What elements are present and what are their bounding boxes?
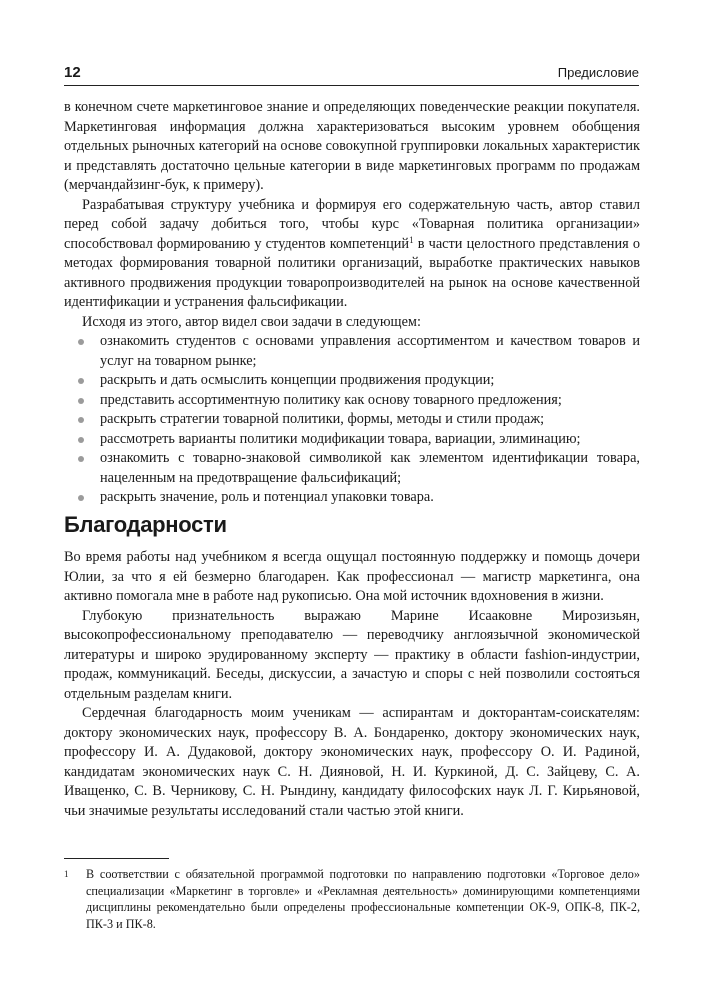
page-header <box>64 64 639 86</box>
task-list <box>64 332 640 508</box>
footnote <box>64 866 640 932</box>
list-item <box>64 488 640 508</box>
bullet-dot-icon <box>78 495 84 501</box>
list-item <box>64 371 640 391</box>
intro-paragraph-2-start: Разрабатывая структуру учебника и формируя его содержательную часть, автор ставил перед собой задачу добиться того, чтобы курс «Товарная политика организации» способствовал формированию у студентов компетенций <box>64 196 640 252</box>
footnote-text: В соответствии с обязательной программой подготовки по направлению подготовки «Торговое дело» специализации «Маркетинг в торговле» и «Рекламная деятельность» доминирующими компетенциями дисциплины рекомендательно были определены профессиональные компетенции ОК-9, ОПК-8, ПК-2, ПК-3 и ПК-8. <box>86 867 640 931</box>
list-item <box>64 391 640 411</box>
section-heading: Благодарности <box>64 512 227 537</box>
bullet-dot-icon <box>78 378 84 384</box>
bullet-dot-icon <box>78 398 84 404</box>
acknowledgements-paragraph-2: Глубокую признательность выражаю Марине Исааковне Мирозизьян, высокопрофессиональному преподавателю — переводчику англоязычной экономической литературы и широко эрудированному эксперту — практику в области fashion-индустрии, продаж, коммуникаций. Беседы, дискуссии, а зачастую и споры с ней позволили состояться отдельным разделам книги. <box>64 607 640 702</box>
list-item-text: раскрыть и дать осмыслить концепции продвижения продукции; <box>100 372 495 388</box>
intro-section <box>64 98 640 508</box>
acknowledgements-section <box>64 548 640 821</box>
list-item-text: раскрыть значение, роль и потенциал упаковки товара. <box>100 489 434 505</box>
bullet-dot-icon <box>78 417 84 423</box>
list-item-text: ознакомить студентов с основами управления ассортиментом и качеством товаров и услуг на товарном рынке; <box>100 333 640 369</box>
bullet-dot-icon <box>78 339 84 345</box>
intro-paragraph-1: в конечном счете маркетинговое знание и определяющих поведенческие реакции покупателя. Маркетинговая информация должна характеризоваться высоким уровнем обобщения отдельных рыночных категорий на основе совокупной группировки локальных характеристик и представлять достаточно цельные категории в виде маркетинговых программ по продажам (мерчандайзинг-бук, к примеру). <box>64 99 640 193</box>
list-item <box>64 449 640 488</box>
intro-paragraph-3: Исходя из этого, автор видел свои задачи в следующем: <box>82 313 421 330</box>
list-item <box>64 332 640 371</box>
bullet-dot-icon <box>78 456 84 462</box>
page-number: 12 <box>64 64 81 81</box>
bullet-dot-icon <box>78 437 84 443</box>
acknowledgements-paragraph-3: Сердечная благодарность моим ученикам — аспирантам и докторантам-соискателям: доктору экономических наук, профессору В. А. Бондаренко, доктору экономических наук, профессору И. А. Дудаковой, доктору экономических наук, профессору О. И. Радиной, кандидатам экономических наук С. Н. Дияновой, Н. И. Куркиной, Д. С. Зайцеву, С. А. Иващенко, С. В. Черникову, С. Н. Рындину, кандидату философских наук Л. Г. Кирьяновой, чьи значимые результаты исследований стали частью этой книги. <box>64 705 640 819</box>
footnote-reference[interactable]: 1 <box>409 234 414 245</box>
list-item-text: ознакомить с товарно-знаковой символикой как элементом идентификации товара, нацеленным на предотвращение фальсификаций; <box>100 450 640 486</box>
header-rule <box>64 85 639 86</box>
running-title: Предисловие <box>557 65 639 80</box>
list-item-text: раскрыть стратегии товарной политики, формы, методы и стили продаж; <box>100 411 545 427</box>
footnote-rule <box>64 858 169 859</box>
acknowledgements-paragraph-1: Во время работы над учебником я всегда ощущал постоянную поддержку и помощь дочери Юлии, за что я ей безмерно благодарен. Как профессионал — магистр маркетинга, она активно помогала мне в работе над рукописью. Она мой источник вдохновения в жизни. <box>64 549 640 604</box>
list-item-text: представить ассортиментную политику как основу товарного предложения; <box>100 391 562 408</box>
list-item-text: рассмотреть варианты политики модификации товара, вариации, элиминацию; <box>100 430 581 447</box>
intro-paragraph-2 <box>64 196 640 313</box>
intro-paragraph-2-end: в части целостного представления о методах формирования товарной политики организаций, выработке практических навыков активного продвижения продукции товаропроизводителей на рынок на основе качественной идентификации и устранения фальсификации. <box>64 235 640 310</box>
list-item <box>64 430 640 450</box>
footnote-mark: 1 <box>64 869 69 879</box>
list-item <box>64 410 640 430</box>
